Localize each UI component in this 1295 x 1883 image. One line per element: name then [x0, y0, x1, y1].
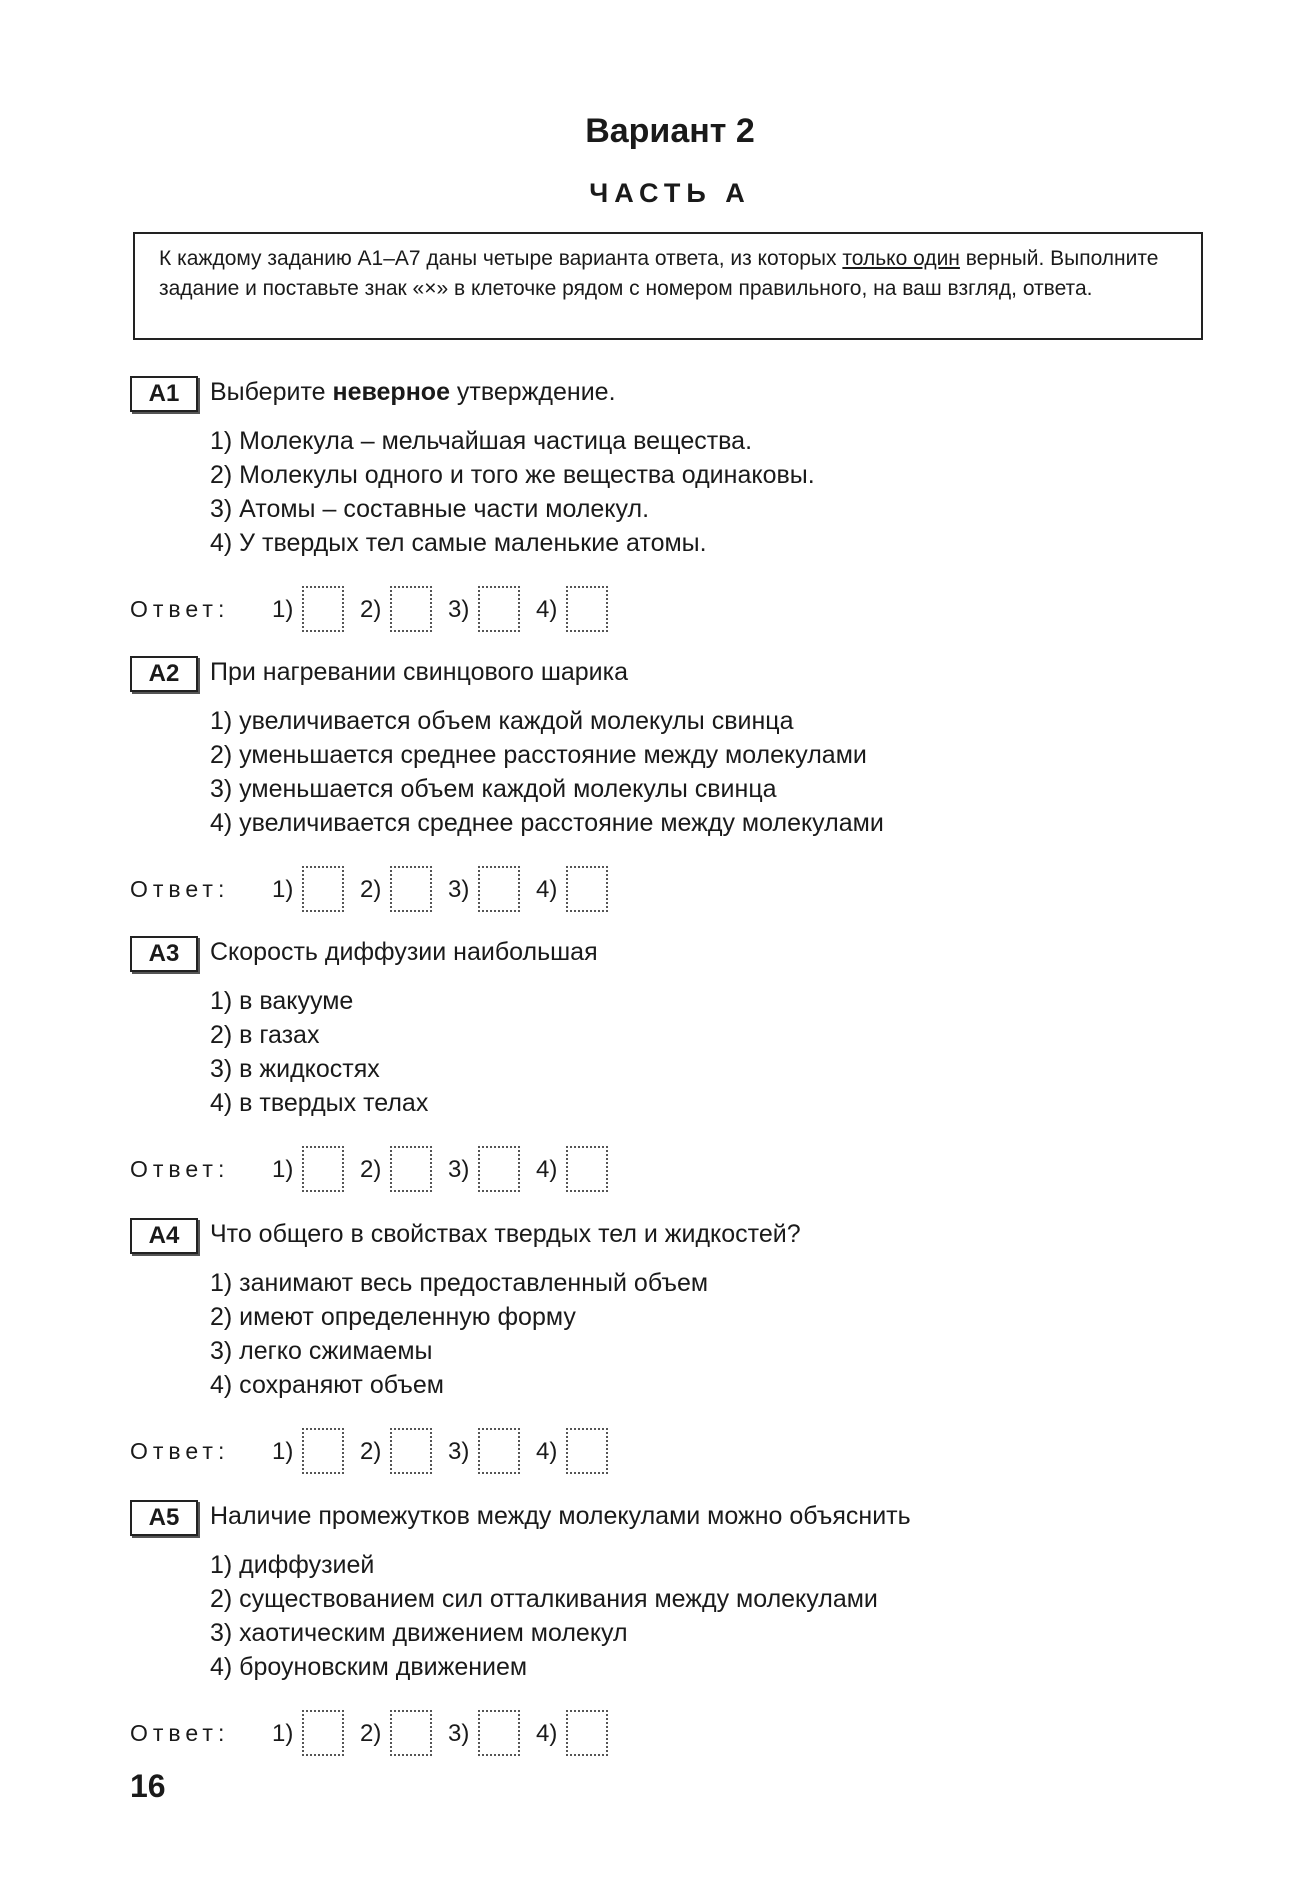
option-item: 1) увеличивается объем каждой молекулы свинца [210, 707, 794, 735]
answer-row [130, 586, 1230, 636]
answer-checkbox[interactable] [302, 1146, 344, 1192]
choice-number: 3) [448, 1156, 470, 1183]
choice-number: 4) [536, 1720, 558, 1747]
choice-number: 1) [272, 1720, 294, 1747]
answer-label: Ответ: [130, 1720, 230, 1746]
answer-checkbox[interactable] [390, 1428, 432, 1474]
option-item: 2) уменьшается среднее расстояние между молекулами [210, 741, 867, 769]
answer-checkbox[interactable] [478, 1428, 520, 1474]
answer-checkbox[interactable] [566, 1710, 608, 1756]
question-text-start: При нагревании свинцового шарика [210, 658, 629, 686]
question-block [130, 376, 1230, 636]
options-list [210, 984, 1230, 1120]
option-item: 3) уменьшается объем каждой молекулы свинца [210, 775, 777, 803]
choice-number: 2) [360, 1156, 382, 1183]
question-text [210, 1220, 801, 1249]
option-item: 4) броуновским движением [210, 1653, 528, 1681]
option-item: 2) имеют определенную форму [210, 1303, 576, 1331]
option-item: 2) Молекулы одного и того же вещества одинаковы. [210, 461, 815, 489]
instructions-box [133, 232, 1203, 340]
question-text [210, 658, 628, 687]
choice-number: 4) [536, 1156, 558, 1183]
choice-number: 2) [360, 876, 382, 903]
question-text-start: Что общего в свойствах твердых тел и жидкостей? [210, 1220, 801, 1248]
answer-checkbox[interactable] [390, 1146, 432, 1192]
option-item: 3) легко сжимаемы [210, 1337, 433, 1365]
instructions-underlined: только один [842, 247, 960, 270]
question-number: А4 [130, 1218, 198, 1254]
question-text-start: Скорость диффузии наибольшая [210, 938, 598, 966]
choice-number: 3) [448, 876, 470, 903]
question-block [130, 1218, 1230, 1478]
answer-checkbox[interactable] [566, 866, 608, 912]
answer-row [130, 1710, 1230, 1760]
answer-checkbox[interactable] [302, 586, 344, 632]
variant-title: Вариант 2 [585, 112, 755, 150]
part-title: ЧАСТЬ А [589, 178, 751, 208]
answer-checkbox[interactable] [390, 586, 432, 632]
instructions-text-start: К каждому заданию А1–А7 даны четыре варианта ответа, из которых [159, 247, 843, 270]
option-item: 3) хаотическим движением молекул [210, 1619, 628, 1647]
option-item: 2) существованием сил отталкивания между молекулами [210, 1585, 878, 1613]
question-block [130, 656, 1230, 916]
answer-checkbox[interactable] [302, 866, 344, 912]
answer-checkbox[interactable] [390, 866, 432, 912]
question-text [210, 1502, 911, 1531]
options-list [210, 1548, 1230, 1684]
choice-number: 4) [536, 876, 558, 903]
question-header [130, 376, 1230, 416]
options-list [210, 704, 1230, 840]
question-number: А1 [130, 376, 198, 412]
answer-row [130, 866, 1230, 916]
option-item: 4) в твердых телах [210, 1089, 429, 1117]
choice-number: 1) [272, 1438, 294, 1465]
question-number: А5 [130, 1500, 198, 1536]
choice-number: 3) [448, 1720, 470, 1747]
instructions-text-end: верный. Выполните задание и поставьте знак «×» в клеточке рядом с номером правильного, на ваш взгляд, ответа. [159, 247, 1159, 300]
question-number: А2 [130, 656, 198, 692]
choice-number: 4) [536, 596, 558, 623]
option-item: 1) диффузией [210, 1551, 375, 1579]
answer-checkbox[interactable] [390, 1710, 432, 1756]
question-text-bold: неверное [332, 378, 450, 406]
choice-number: 3) [448, 1438, 470, 1465]
question-text-start: Наличие промежутков между молекулами можно объяснить [210, 1502, 911, 1530]
answer-label: Ответ: [130, 876, 230, 902]
question-header [130, 1500, 1230, 1540]
answer-row [130, 1428, 1230, 1478]
question-block [130, 1500, 1230, 1760]
option-item: 2) в газах [210, 1021, 320, 1049]
answer-label: Ответ: [130, 1156, 230, 1182]
answer-checkbox[interactable] [302, 1710, 344, 1756]
options-list [210, 424, 1230, 560]
answer-checkbox[interactable] [478, 1710, 520, 1756]
answer-checkbox[interactable] [566, 1146, 608, 1192]
choice-number: 2) [360, 1438, 382, 1465]
choice-number: 3) [448, 596, 470, 623]
option-item: 4) сохраняют объем [210, 1371, 444, 1399]
question-header [130, 936, 1230, 976]
page-number: 16 [130, 1768, 166, 1804]
options-list [210, 1266, 1230, 1402]
choice-number: 1) [272, 596, 294, 623]
question-header [130, 1218, 1230, 1258]
option-item: 4) У твердых тел самые маленькие атомы. [210, 529, 707, 557]
option-item: 3) в жидкостях [210, 1055, 380, 1083]
choice-number: 2) [360, 1720, 382, 1747]
question-header [130, 656, 1230, 696]
question-text-start: Выберите [210, 378, 333, 406]
answer-checkbox[interactable] [478, 586, 520, 632]
option-item: 4) увеличивается среднее расстояние между молекулами [210, 809, 884, 837]
choice-number: 4) [536, 1438, 558, 1465]
question-text-end: утверждение. [449, 378, 616, 406]
answer-label: Ответ: [130, 1438, 230, 1464]
answer-checkbox[interactable] [478, 1146, 520, 1192]
option-item: 1) Молекула – мельчайшая частица вещества. [210, 427, 753, 455]
answer-checkbox[interactable] [302, 1428, 344, 1474]
question-number: А3 [130, 936, 198, 972]
question-text [210, 938, 598, 967]
option-item: 1) в вакууме [210, 987, 354, 1015]
question-text [210, 378, 616, 407]
option-item: 3) Атомы – составные части молекул. [210, 495, 650, 523]
answer-checkbox[interactable] [566, 1428, 608, 1474]
answer-label: Ответ: [130, 596, 230, 622]
question-block [130, 936, 1230, 1196]
choice-number: 2) [360, 596, 382, 623]
option-item: 1) занимают весь предоставленный объем [210, 1269, 709, 1297]
choice-number: 1) [272, 1156, 294, 1183]
choice-number: 1) [272, 876, 294, 903]
answer-checkbox[interactable] [478, 866, 520, 912]
answer-row [130, 1146, 1230, 1196]
answer-checkbox[interactable] [566, 586, 608, 632]
